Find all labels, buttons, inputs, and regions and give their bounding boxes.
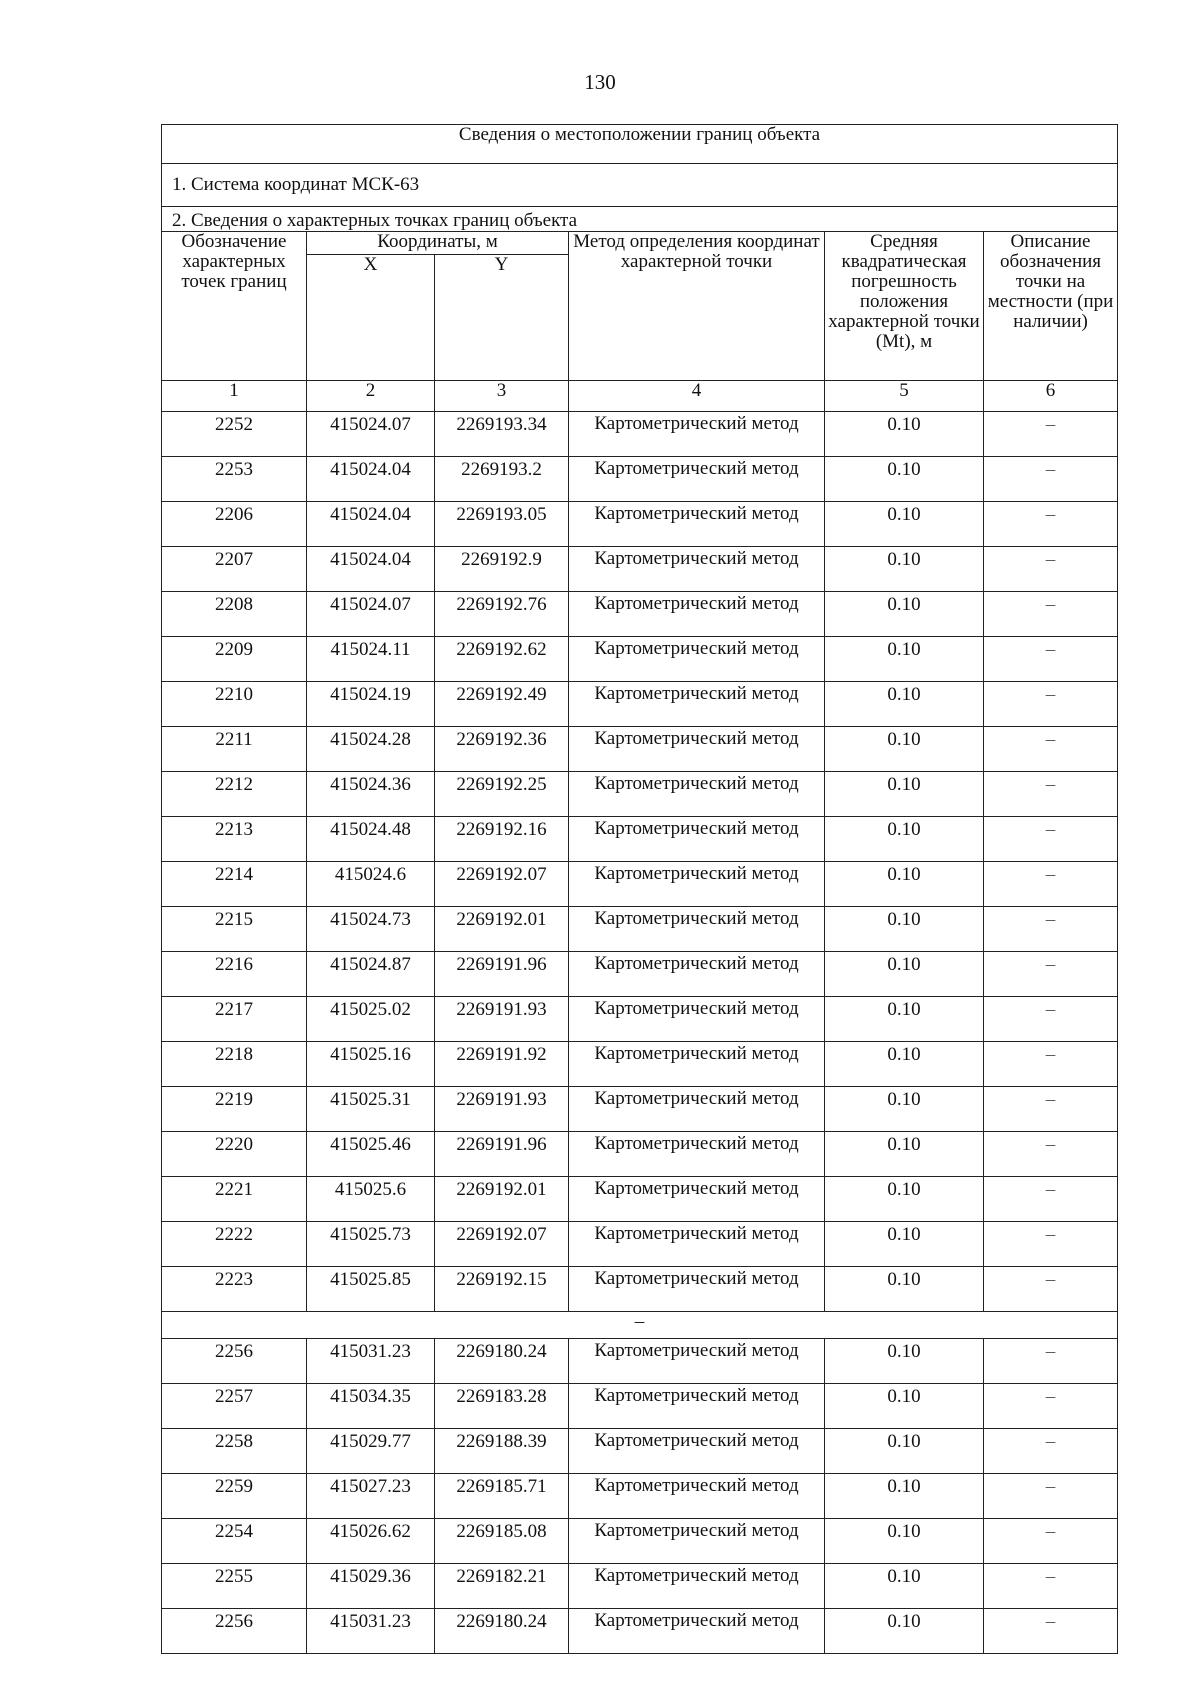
- description-cell: –: [984, 952, 1118, 997]
- coord-y: 2269192.62: [435, 637, 569, 682]
- table-row: [162, 1429, 1118, 1474]
- description-cell: –: [984, 862, 1118, 907]
- point-id: 2221: [162, 1177, 307, 1222]
- coord-y: 2269193.34: [435, 412, 569, 457]
- table-row: [162, 907, 1118, 952]
- header-x: X: [307, 255, 435, 381]
- error-value: 0.10: [825, 1267, 984, 1312]
- point-id: 2207: [162, 547, 307, 592]
- method-cell: Картометрический метод: [569, 457, 825, 502]
- method-cell: Картометрический метод: [569, 592, 825, 637]
- coord-y: 2269191.93: [435, 1087, 569, 1132]
- coord-x: 415024.28: [307, 727, 435, 772]
- coord-y: 2269192.25: [435, 772, 569, 817]
- description-cell: –: [984, 1042, 1118, 1087]
- description-cell: –: [984, 1429, 1118, 1474]
- method-cell: Картометрический метод: [569, 1222, 825, 1267]
- header-designation: Обозначение характерных точек границ: [162, 232, 307, 381]
- column-number: 4: [569, 381, 825, 412]
- method-cell: Картометрический метод: [569, 1042, 825, 1087]
- coord-x: 415024.36: [307, 772, 435, 817]
- description-cell: –: [984, 727, 1118, 772]
- method-cell: Картометрический метод: [569, 1609, 825, 1654]
- coord-y: 2269188.39: [435, 1429, 569, 1474]
- point-id: 2252: [162, 412, 307, 457]
- method-cell: Картометрический метод: [569, 1474, 825, 1519]
- description-cell: –: [984, 1609, 1118, 1654]
- error-value: 0.10: [825, 772, 984, 817]
- error-value: 0.10: [825, 1222, 984, 1267]
- coord-y: 2269191.93: [435, 997, 569, 1042]
- method-cell: Картометрический метод: [569, 1087, 825, 1132]
- point-id: 2223: [162, 1267, 307, 1312]
- error-value: 0.10: [825, 952, 984, 997]
- coord-x: 415025.73: [307, 1222, 435, 1267]
- table-row: [162, 1519, 1118, 1564]
- error-value: 0.10: [825, 1177, 984, 1222]
- description-cell: –: [984, 592, 1118, 637]
- point-id: 2210: [162, 682, 307, 727]
- table-row: [162, 1087, 1118, 1132]
- error-value: 0.10: [825, 1339, 984, 1384]
- coord-x: 415025.85: [307, 1267, 435, 1312]
- coord-x: 415024.48: [307, 817, 435, 862]
- error-value: 0.10: [825, 1042, 984, 1087]
- method-cell: Картометрический метод: [569, 682, 825, 727]
- point-id: 2208: [162, 592, 307, 637]
- error-value: 0.10: [825, 502, 984, 547]
- coord-x: 415029.36: [307, 1564, 435, 1609]
- error-value: 0.10: [825, 682, 984, 727]
- boundary-points-table: [161, 124, 1118, 1654]
- table-row: [162, 997, 1118, 1042]
- description-cell: –: [984, 1177, 1118, 1222]
- table-row: [162, 772, 1118, 817]
- error-value: 0.10: [825, 1564, 984, 1609]
- error-value: 0.10: [825, 1519, 984, 1564]
- description-cell: –: [984, 502, 1118, 547]
- error-value: 0.10: [825, 412, 984, 457]
- method-cell: Картометрический метод: [569, 547, 825, 592]
- table-row: [162, 1564, 1118, 1609]
- method-cell: Картометрический метод: [569, 772, 825, 817]
- method-cell: Картометрический метод: [569, 727, 825, 772]
- point-id: 2258: [162, 1429, 307, 1474]
- method-cell: Картометрический метод: [569, 1429, 825, 1474]
- description-cell: –: [984, 1339, 1118, 1384]
- point-id: 2211: [162, 727, 307, 772]
- coord-x: 415034.35: [307, 1384, 435, 1429]
- coord-x: 415025.16: [307, 1042, 435, 1087]
- point-id: 2212: [162, 772, 307, 817]
- table-row: [162, 1339, 1118, 1384]
- coordinate-system: 1. Система координат МСК-63: [162, 164, 1118, 207]
- coord-y: 2269180.24: [435, 1339, 569, 1384]
- point-id: 2220: [162, 1132, 307, 1177]
- coord-y: 2269192.16: [435, 817, 569, 862]
- description-cell: –: [984, 1474, 1118, 1519]
- coord-y: 2269185.08: [435, 1519, 569, 1564]
- coord-y: 2269192.9: [435, 547, 569, 592]
- description-cell: –: [984, 412, 1118, 457]
- error-value: 0.10: [825, 1132, 984, 1177]
- point-id: 2218: [162, 1042, 307, 1087]
- error-value: 0.10: [825, 637, 984, 682]
- error-value: 0.10: [825, 1609, 984, 1654]
- point-id: 2209: [162, 637, 307, 682]
- table-row: [162, 457, 1118, 502]
- coord-x: 415024.04: [307, 457, 435, 502]
- table-row: [162, 1609, 1118, 1654]
- table-row: [162, 502, 1118, 547]
- method-cell: Картометрический метод: [569, 637, 825, 682]
- error-value: 0.10: [825, 862, 984, 907]
- table-row: [162, 1177, 1118, 1222]
- point-id: 2214: [162, 862, 307, 907]
- coord-y: 2269192.36: [435, 727, 569, 772]
- coord-x: 415025.31: [307, 1087, 435, 1132]
- table-row: [162, 1267, 1118, 1312]
- table-row: [162, 592, 1118, 637]
- coord-y: 2269185.71: [435, 1474, 569, 1519]
- coord-x: 415027.23: [307, 1474, 435, 1519]
- point-id: 2217: [162, 997, 307, 1042]
- method-cell: Картометрический метод: [569, 412, 825, 457]
- point-id: 2256: [162, 1339, 307, 1384]
- point-id: 2254: [162, 1519, 307, 1564]
- coord-x: 415025.02: [307, 997, 435, 1042]
- page-number: 130: [584, 70, 616, 94]
- coord-x: 415024.07: [307, 412, 435, 457]
- coord-x: 415024.04: [307, 547, 435, 592]
- coord-x: 415031.23: [307, 1609, 435, 1654]
- method-cell: Картометрический метод: [569, 1384, 825, 1429]
- table-row: [162, 862, 1118, 907]
- point-id: 2216: [162, 952, 307, 997]
- error-value: 0.10: [825, 592, 984, 637]
- method-cell: Картометрический метод: [569, 862, 825, 907]
- coord-y: 2269192.49: [435, 682, 569, 727]
- table-row: [162, 1132, 1118, 1177]
- coord-y: 2269192.01: [435, 907, 569, 952]
- description-cell: –: [984, 997, 1118, 1042]
- description-cell: –: [984, 1267, 1118, 1312]
- description-cell: –: [984, 1519, 1118, 1564]
- coord-x: 415024.11: [307, 637, 435, 682]
- table-row: [162, 727, 1118, 772]
- table-row: [162, 1222, 1118, 1267]
- header-y: Y: [435, 255, 569, 381]
- method-cell: Картометрический метод: [569, 952, 825, 997]
- table-row: [162, 1474, 1118, 1519]
- method-cell: Картометрический метод: [569, 1177, 825, 1222]
- table-row: [162, 412, 1118, 457]
- coord-y: 2269192.07: [435, 1222, 569, 1267]
- header-error: Средняя квадратическая погрешность положения характерной точки (Mt), м: [825, 232, 984, 381]
- point-id: 2253: [162, 457, 307, 502]
- description-cell: –: [984, 817, 1118, 862]
- method-cell: Картометрический метод: [569, 997, 825, 1042]
- error-value: 0.10: [825, 997, 984, 1042]
- coord-y: 2269182.21: [435, 1564, 569, 1609]
- point-id: 2255: [162, 1564, 307, 1609]
- point-id: 2213: [162, 817, 307, 862]
- coord-x: 415031.23: [307, 1339, 435, 1384]
- coord-x: 415025.46: [307, 1132, 435, 1177]
- coord-x: 415024.04: [307, 502, 435, 547]
- error-value: 0.10: [825, 1429, 984, 1474]
- error-value: 0.10: [825, 727, 984, 772]
- column-number: 2: [307, 381, 435, 412]
- table-title: Сведения о местоположении границ объекта: [162, 125, 1118, 164]
- coord-y: 2269180.24: [435, 1609, 569, 1654]
- point-id: 2257: [162, 1384, 307, 1429]
- coord-y: 2269192.76: [435, 592, 569, 637]
- table-row: [162, 1042, 1118, 1087]
- coord-x: 415024.07: [307, 592, 435, 637]
- method-cell: Картометрический метод: [569, 502, 825, 547]
- description-cell: –: [984, 1564, 1118, 1609]
- coord-x: 415024.73: [307, 907, 435, 952]
- coord-x: 415024.6: [307, 862, 435, 907]
- coord-y: 2269191.96: [435, 952, 569, 997]
- method-cell: Картометрический метод: [569, 907, 825, 952]
- error-value: 0.10: [825, 907, 984, 952]
- coord-x: 415026.62: [307, 1519, 435, 1564]
- coord-x: 415025.6: [307, 1177, 435, 1222]
- method-cell: Картометрический метод: [569, 1519, 825, 1564]
- coord-x: 415024.87: [307, 952, 435, 997]
- description-cell: –: [984, 907, 1118, 952]
- coord-y: 2269191.96: [435, 1132, 569, 1177]
- header-coordinates: Координаты, м: [307, 232, 569, 255]
- coord-y: 2269192.15: [435, 1267, 569, 1312]
- table-row: [162, 952, 1118, 997]
- description-cell: –: [984, 1132, 1118, 1177]
- method-cell: Картометрический метод: [569, 1132, 825, 1177]
- error-value: 0.10: [825, 1087, 984, 1132]
- method-cell: Картометрический метод: [569, 1267, 825, 1312]
- coord-y: 2269193.2: [435, 457, 569, 502]
- error-value: 0.10: [825, 817, 984, 862]
- column-number: 3: [435, 381, 569, 412]
- error-value: 0.10: [825, 1474, 984, 1519]
- header-method: Метод определения координат характерной точки: [569, 232, 825, 381]
- error-value: 0.10: [825, 457, 984, 502]
- table-row: [162, 682, 1118, 727]
- description-cell: –: [984, 1222, 1118, 1267]
- description-cell: –: [984, 1087, 1118, 1132]
- error-value: 0.10: [825, 547, 984, 592]
- point-id: 2215: [162, 907, 307, 952]
- description-cell: –: [984, 637, 1118, 682]
- point-id: 2259: [162, 1474, 307, 1519]
- coord-y: 2269192.01: [435, 1177, 569, 1222]
- column-number: 1: [162, 381, 307, 412]
- point-id: 2206: [162, 502, 307, 547]
- description-cell: –: [984, 457, 1118, 502]
- table-row: [162, 817, 1118, 862]
- error-value: 0.10: [825, 1384, 984, 1429]
- coord-y: 2269191.92: [435, 1042, 569, 1087]
- description-cell: –: [984, 1384, 1118, 1429]
- method-cell: Картометрический метод: [569, 817, 825, 862]
- description-cell: –: [984, 772, 1118, 817]
- column-number: 6: [984, 381, 1118, 412]
- section-title: 2. Сведения о характерных точках границ объекта: [162, 207, 1118, 232]
- coord-x: 415024.19: [307, 682, 435, 727]
- header-description: Описание обозначения точки на местности (при наличии): [984, 232, 1118, 381]
- method-cell: Картометрический метод: [569, 1564, 825, 1609]
- description-cell: –: [984, 547, 1118, 592]
- coord-y: 2269192.07: [435, 862, 569, 907]
- coord-y: 2269183.28: [435, 1384, 569, 1429]
- table-row: [162, 547, 1118, 592]
- coord-y: 2269193.05: [435, 502, 569, 547]
- column-number: 5: [825, 381, 984, 412]
- coord-x: 415029.77: [307, 1429, 435, 1474]
- contour-separator: –: [162, 1312, 1118, 1339]
- table-row: [162, 637, 1118, 682]
- point-id: 2222: [162, 1222, 307, 1267]
- point-id: 2256: [162, 1609, 307, 1654]
- method-cell: Картометрический метод: [569, 1339, 825, 1384]
- description-cell: –: [984, 682, 1118, 727]
- point-id: 2219: [162, 1087, 307, 1132]
- table-row: [162, 1384, 1118, 1429]
